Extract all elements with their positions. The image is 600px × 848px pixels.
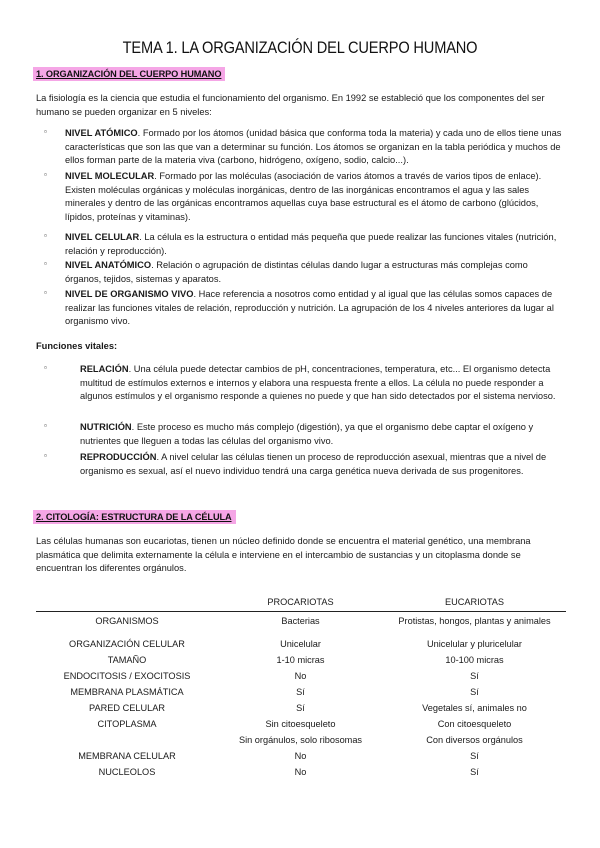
table-header-cell [36,597,218,612]
table-cell: Sí [470,750,479,761]
table-cell: Sí [470,686,479,697]
table-cell: 1-10 micras [276,654,325,665]
table-row [36,655,566,671]
bullet-icon: ▫ [44,259,47,268]
bullet-icon: ▫ [44,363,47,372]
bullet-icon: ▫ [44,127,47,136]
table-cell: Con diversos orgánulos [426,734,523,745]
table-cell: Bacterias [281,616,320,626]
table-header-row [36,597,566,612]
table-row [36,687,566,703]
section-2-intro: Las células humanas son eucariotas, tienen un núcleo definido donde se encuentra el material genético, una membrana plasmática que delimita externamente la célula e interviene en el intercambio de sustancias y un citoplasma donde se encuentran los diferentes orgánulos. [36,536,531,574]
table-cell: Sí [470,766,479,777]
table-cell: Protistas, hongos, plantas y animales [398,616,551,626]
table-cell: 10-100 micras [445,654,504,665]
section-1-heading: 1. ORGANIZACIÓN DEL CUERPO HUMANO [33,67,225,81]
table-cell: Unicelular y pluricelular [427,638,522,649]
functions-heading: Funciones vitales: [36,341,118,351]
bullet-icon: ▫ [44,288,47,297]
bullet-icon: ▫ [44,170,47,179]
table-row [36,719,566,735]
level-celular: NIVEL CELULAR. La célula es la estructura o entidad más pequeña que puede realizar las funciones vitales (nutrición, relación y reproducción). [65,232,557,256]
function-reproduccion: REPRODUCCIÓN. A nivel celular las células tienen un proceso de reproducción asexual, mientras que a nivel de organismo es sexual, así el nuevo individuo tendrá una carga genética nueva derivada de sus progenitores. [80,452,547,476]
level-molecular: NIVEL MOLECULAR. Formado por las moléculas (asociación de varios átomos a través de varios tipos de enlace). Existen moléculas orgánicas y moléculas inorgánicas, dentro de las inorgánicas encontramos el agua y las sales minerales y dentro de las orgánicas encontramos aquellas cuya base estructural es el átomo de carbono (glúcidos, lípidos, proteínas y vitaminas). [65,171,542,222]
table-cell [36,735,218,751]
table-cell: Sin orgánulos, solo ribosomas [238,734,363,745]
table-cell: Con citoesqueleto [437,718,512,729]
table-cell: NUCLEOLOS [98,766,156,777]
table-cell: Unicelular [280,638,321,649]
table-cell: No [294,766,307,777]
table-cell: Sí [296,686,305,697]
table-row [36,612,566,634]
level-organismo: NIVEL DE ORGANISMO VIVO. Hace referencia a nosotros como entidad y al igual que las células somos capaces de realizar las funciones vitales de relación, reproducción y nutrición. La agrupación de los 4 niveles anteriores da lugar al organismo vivo. [65,289,554,327]
table-row [36,751,566,767]
table-row [36,767,566,783]
function-nutricion: NUTRICIÓN. Este proceso es mucho más complejo (digestión), ya que el organismo debe captar el oxígeno y nutrientes que lleguen a todas las células del organismo vivo. [80,422,534,446]
bullet-icon: ▫ [44,231,47,240]
table-cell: MEMBRANA CELULAR [78,750,176,761]
section-2-heading: 2. CITOLOGÍA: ESTRUCTURA DE LA CÉLULA [33,510,236,524]
table-cell: MEMBRANA PLASMÁTICA [70,686,184,697]
table-cell: PARED CELULAR [89,702,165,713]
table-header-eucariotas: EUCARIOTAS [383,597,566,612]
table-cell: ENDOCITOSIS / EXOCITOSIS [63,670,191,681]
table-cell: No [294,670,307,681]
table-cell: Vegetales sí, animales no [422,702,527,713]
bullet-icon: ▫ [44,451,47,460]
table-cell: ORGANIZACIÓN CELULAR [69,638,185,649]
table-row [36,671,566,687]
table-header-procariotas: PROCARIOTAS [218,597,383,612]
table-cell: No [294,750,307,761]
cell-comparison-table [36,597,566,783]
table-cell: Sí [296,702,305,713]
bullet-icon: ▫ [44,421,47,430]
page-title: TEMA 1. LA ORGANIZACIÓN DEL CUERPO HUMANO [122,38,478,57]
level-atomico: NIVEL ATÓMICO. Formado por los átomos (unidad básica que conforma toda la materia) y cada uno de ellos tiene unas características que son las que van a determinar su función. Los átomos se organizan en la tabla periódica y muchos de ellos forman parte de la materia viva (carbono, hidrógeno, oxígeno, sodio, calcio...). [65,128,562,166]
table-cell: Sin citoesqueleto [265,718,336,729]
table-row [36,703,566,719]
table-row [36,735,566,751]
table-cell: TAMAÑO [107,654,147,665]
table-cell: Sí [470,670,479,681]
section-1-intro: La fisiología es la ciencia que estudia el funcionamiento del organismo. En 1992 se estableció que los componentes del ser humano se pueden organizar en 5 niveles: [36,93,545,117]
level-anatomico: NIVEL ANATÓMICO. Relación o agrupación de distintas células dando lugar a estructuras más complejas como órganos, tejidos, sistemas y aparatos. [65,260,528,284]
table-cell: ORGANISMOS [95,616,159,626]
function-relacion: RELACIÓN. Una célula puede detectar cambios de pH, concentraciones, temperatura, etc... El organismo detecta multitud de estímulos externos e internos y elabora una respuesta frente a ellos. La célula no puede responder a algunos estímulos y el organismo responde a quienes no puede y que han sido detectados por el sistema nervioso. [80,364,556,402]
table-cell: CITOPLASMA [97,718,157,729]
table-row [36,634,566,655]
